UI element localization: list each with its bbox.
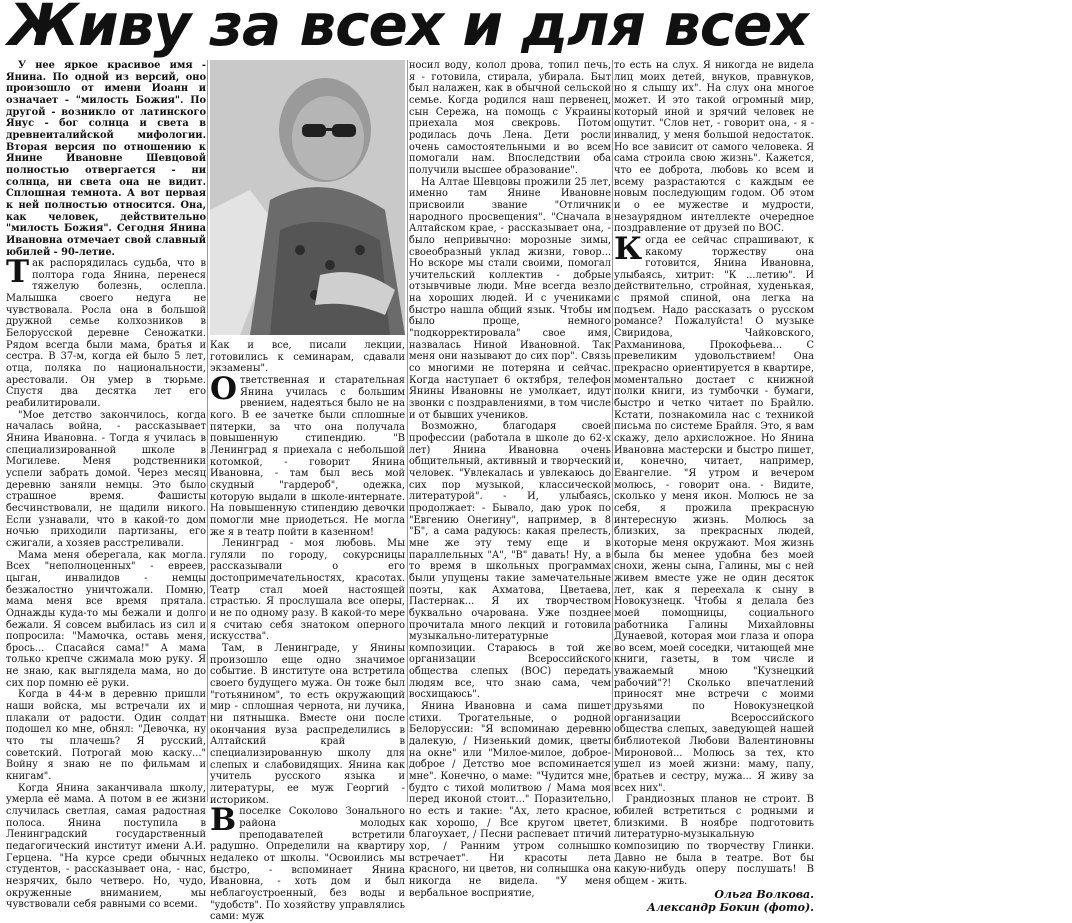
paragraph xyxy=(614,230,814,795)
article-column-2 xyxy=(210,340,405,923)
paragraph: Там, в Ленинграде, у Янины произошло еще одно значимое событие. В институте она встретила своего будущего мужа. Он тоже был "готьянином", то есть окружающий мир - сплошная чернота, ни лучика, ни пятнышка. Вместе они после окончания вуза распределились в Алтайский край в специализированную школу для слепых и слабовидящих. Янина как учитель русского языка и литературы, ее муж Георгий - историком. xyxy=(210,643,405,806)
column-divider xyxy=(612,60,613,802)
lead-paragraph: У нее яркое красивое имя - Янина. По одной из версий, оно произошло от имени Иоанн и означает - "милость Божия". По другой - возникло от латинского Янус - бог солнца и света в древнеиталийской мифологии. Вторая версия по отношению к Янине Ивановне Шевцовой полностью отвергается - ни солнца, ни света она не видит. Сплошная темнота. А вот первая к ней полностью относится. Она, как человек, действительно "милость Божия". Сегодня Янина Ивановна отмечает свой славный юбилей - 90-летие. xyxy=(6,60,206,258)
paragraph-text: огда ее сейчас спрашивают, к какому торжеству она готовится, Янина Ивановна, улыбаясь, хитрит: "К ...летию". И действительно, стройная, худенькая, с прямой спиной, она легка на подъем. Надо рассказать о русском романсе? Пожалуйста! О музыке Свиридова, Чайковского, Рахманинова, Прокофьева... С превеликим удовольствием! Она прекрасно ориентируется в квартире, моментально достает с книжной полки книги, из тумбочки - бумаги, быстро и четко читает по Брайлю. Кстати, познакомила нас с техникой письма по системе Брайля. Это, я вам скажу, дело архисложное. Но Янина Ивановна мастерски и быстро пишет, и, конечно, читает, например, Евангелие. "Я утром и вечером молюсь, - говорит она. - Видите, сколько у меня икон. Молюсь не за себя, я прожила прекрасную интересную жизнь. Молюсь за близких, за прекрасных людей, которые меня окружают. Моя жизнь была бы менее удобна без моей снохи, жены сына, Галины, мы с ней живем вместе уже не один десяток лет, как я переехала к сыну в Новокузнецк. Чтобы я делала без моей помощницы, социального работника Галины Михайловны Дунаевой, которая мои глаза и опора во всем, моей соседки, читающей мне книги, газеты, в том числе и уважаемый мною "Кузнецкий рабочий"?! Сколько впечатлений приносят мне встречи с моими друзьями по Новокузнецкой организации Всероссийского общества слепых, заведующей нашей библиотекой Любови Валентиновны Мироновой... Молюсь за тех, кто ушел из моей жизни: маму, папу, братьев и сестру, мужа... Я живу за всех них". xyxy=(614,234,814,794)
paragraph-text: тветственная и старательная Янина училась с большим рвением, надеяться было не на кого. В ее зачетке были сплошные пятерки, за что она получала повышенную стипендию. "В Ленинград я приехала с небольшой котомкой, - говорит Янина Ивановна, - там был весь мой скудный "гардероб", одежка, которую выдали в школе-интернате. На повышенную стипендию девочки помогли мне приодеться. Не могла же я в театр пойти в казенном! xyxy=(210,374,405,538)
paragraph-text: ак распорядилась судьба, что в полтора года Янина, перенеся тяжелую болезнь, ослепла. Малышка своего недуга не чувствовала. Росла она в большой дружной семье колхозников в Белорусской деревне Сеножатки. Рядом всегда были мама, братья и сестра. В 37-м, когда ей было 5 лет, отца, поляка по национальности, арестовали. Он умер в тюрьме. Спустя два десятка лет его реабилитировали. xyxy=(6,258,206,410)
article-column-3 xyxy=(409,60,611,899)
portrait-photo-image xyxy=(210,60,405,335)
paragraph xyxy=(6,254,206,410)
paragraph: Грандиозных планов не строит. В юбилей встретиться с родными и близкими. В ноябре подготовить литературно-музыкальную композицию по творчеству Глинки. Давно не была в театре. Вот бы какую-нибудь оперу послушать! В общем - жить. xyxy=(614,794,814,887)
paragraph-text: поселке Соколово Зонального района молодых преподавателей встретили радушно. Определили на квартиру недалеко от школы. "Освоились мы быстро, - вспоминает Янина Ивановна, - хоть дом и был неблагоустроенный, без воды и "удобств". По хозяйству управлялись сами: муж xyxy=(210,806,405,923)
paragraph: носил воду, колол дрова, топил печь, я - готовила, стирала, убирала. Быт был налажен, как в обычной сельской семье. Когда родился наш первенец, сын Сережа, на помощь с Украины приехала моя свекровь. Потом родилась дочь Лена. Дети росли очень самостоятельными и во всем помогали нам. Впоследствии оба получили высшее образование". xyxy=(409,60,611,176)
drop-cap: Т xyxy=(6,254,30,291)
drop-cap: К xyxy=(614,230,643,267)
article-photo xyxy=(210,60,405,335)
paragraph xyxy=(210,370,405,538)
paragraph: Ленинград - моя любовь. Мы гуляли по городу, сокурсницы рассказывали о его достопримечательностях, красотах. Театр стал моей настоящей страстью. Я прослушала все оперы, и не по одному разу. В какой-то мере я считаю себя знатоком оперного искусства". xyxy=(210,538,405,643)
paragraph: Когда в 44-м в деревню пришли наши войска, мы встречали их и плакали от радости. Один солдат подошел ко мне, обнял: "Девочка, ну что ты плачешь? Я русский, советский. Потрогай мою каску..." Войну я знаю не по фильмам и книгам". xyxy=(6,689,206,783)
headline: Живу за всех и для всех xyxy=(8,0,808,59)
drop-cap: В xyxy=(210,802,237,839)
drop-cap: О xyxy=(210,370,238,407)
author-signature: Ольга Волкова. xyxy=(714,887,814,901)
paragraph: Янина Ивановна и сама пишет стихи. Трогательные, о родной Белоруссии: "Я вспоминаю деревню далекую, / Низенький домик, цветы на окне" или "Милое-милое, доброе-доброе / Детство мое вспоминается мне". Конечно, о маме: "Чудится мне, будто с тихой молитвою / Мама моя перед иконой стоит..." Поразительно, но есть и такие: "Ах, лето красное, как хорошо, / Все кругом цветет, благоухает, / Песни распевает птичий хор, / Ранним утром солнышко встречает". Ни красоты лета красного, ни цветов, ни солнышка она никогда не видела. "У меня вербальное восприятие, xyxy=(409,701,611,899)
photo-caption: Как и все, писали лекции, готовились к семинарам, сдавали экзамены". xyxy=(210,340,405,375)
paragraph: На Алтае Шевцовы прожили 25 лет, именно там Янине Ивановне присвоили звание "Отличник народного просвещения". "Сначала в Алтайском крае, - рассказывает она, - было непривычно: морозные зимы, своеобразный уклад жизни, говор... Но вскоре мы стали своими, помогал учительский коллектив - добрые отзывчивые люди. Мне всегда везло на хороших людей. И с учениками быстро нашла общий язык. Чтобы им было проще, немного "подкорректировала" свое имя, назвалась Ниной Ивановной. Так меня они называют до сих пор". Связь со многими не потеряна и сейчас. Когда наступает 6 октября, телефон Янины Ивановны не умолкает, идут звонки с поздравлениями, в том числе и от бывших учеников. xyxy=(409,176,611,421)
column-divider xyxy=(407,60,408,802)
photo-credit: Александр Бокин (фото). xyxy=(647,900,814,914)
paragraph: то есть на слух. Я никогда не видела лиц моих детей, внуков, правнуков, но я слышу их". На слух она многое может. И это такой огромный мир, который иной и зрячий человек не ощутит. "Слов нет, - говорит она, - я - инвалид, у меня большой недостаток. Но все зависит от самого человека. Я сама строила свою жизнь". Кажется, что ее доброта, любовь ко всем и всему разрастаются с каждым ее новым последующим годом. Об этом и о ее мужестве и мудрости, незаурядном интеллекте очередное поздравление от друзей по ВОС. xyxy=(614,60,814,235)
paragraph: Возможно, благодаря своей профессии (работала в школе до 62-х лет) Янина Ивановна очень общительный, активный и творческий человек. "Увлекалась и увлекаюсь до сих пор музыкой, классической литературой". - И, улыбаясь, продолжает: - Бывало, даю урок по "Евгению Онегину", например, в 8 "Б", а сама радуюсь: какая прелесть, мне же эту тему еще и в параллельных "А", "В" давать! Ну, а в то время в школьных программах были упущены такие замечательные поэты, как Ахматова, Цветаева, Пастернак... Я их творчеством буквально очарована. Уже позднее прочитала много лекций и готовила музыкально-литературные композиции. Стараюсь в той же организации Всероссийского общества слепых (ВОС) передать людям все, что знаю сама, чем восхищаюсь". xyxy=(409,421,611,701)
article-column-1 xyxy=(6,60,206,911)
paragraph xyxy=(210,802,405,923)
article-column-4 xyxy=(614,60,814,914)
paragraph: "Мое детство закончилось, когда началась война, - рассказывает Янина Ивановна. - Тогда я училась в специализированной школе в Могилеве. Меня родственники успели забрать домой. Через месяц деревню заняли немцы. Это было страшное время. Фашисты бесчинствовали, не щадили никого. Если узнавали, что в какой-то дом ночью приходили партизаны, его сжигали, а хозяев расстреливали. xyxy=(6,409,206,549)
column-divider xyxy=(207,60,208,802)
paragraph: Когда Янина заканчивала школу, умерла её мама. А потом в ее жизни случилась светлая, самая радостная полоса. Янина поступила в Ленинградский государственный педагогический институт имени А.И. Герцена. "На курсе среди обычных студентов, - рассказывает она, - нас, незрячих, было четверо. Но, чудо, окруженные вниманием, мы чувствовали себя равными со всеми. xyxy=(6,782,206,911)
paragraph: Мама меня оберегала, как могла. Всех "неполноценных" - евреев, цыган, инвалидов - немцы безжалостно уничтожали. Помню, мама меня все время прятала. Однажды куда-то мы бежали и долго бежали. Я совсем выбилась из сил и попросила: "Мамочка, оставь меня, брось... Спасайся сама!" А мама только крепче сжимала мою руку. Я не знаю, как выглядела мама, но до сих пор помню её руки. xyxy=(6,549,206,689)
